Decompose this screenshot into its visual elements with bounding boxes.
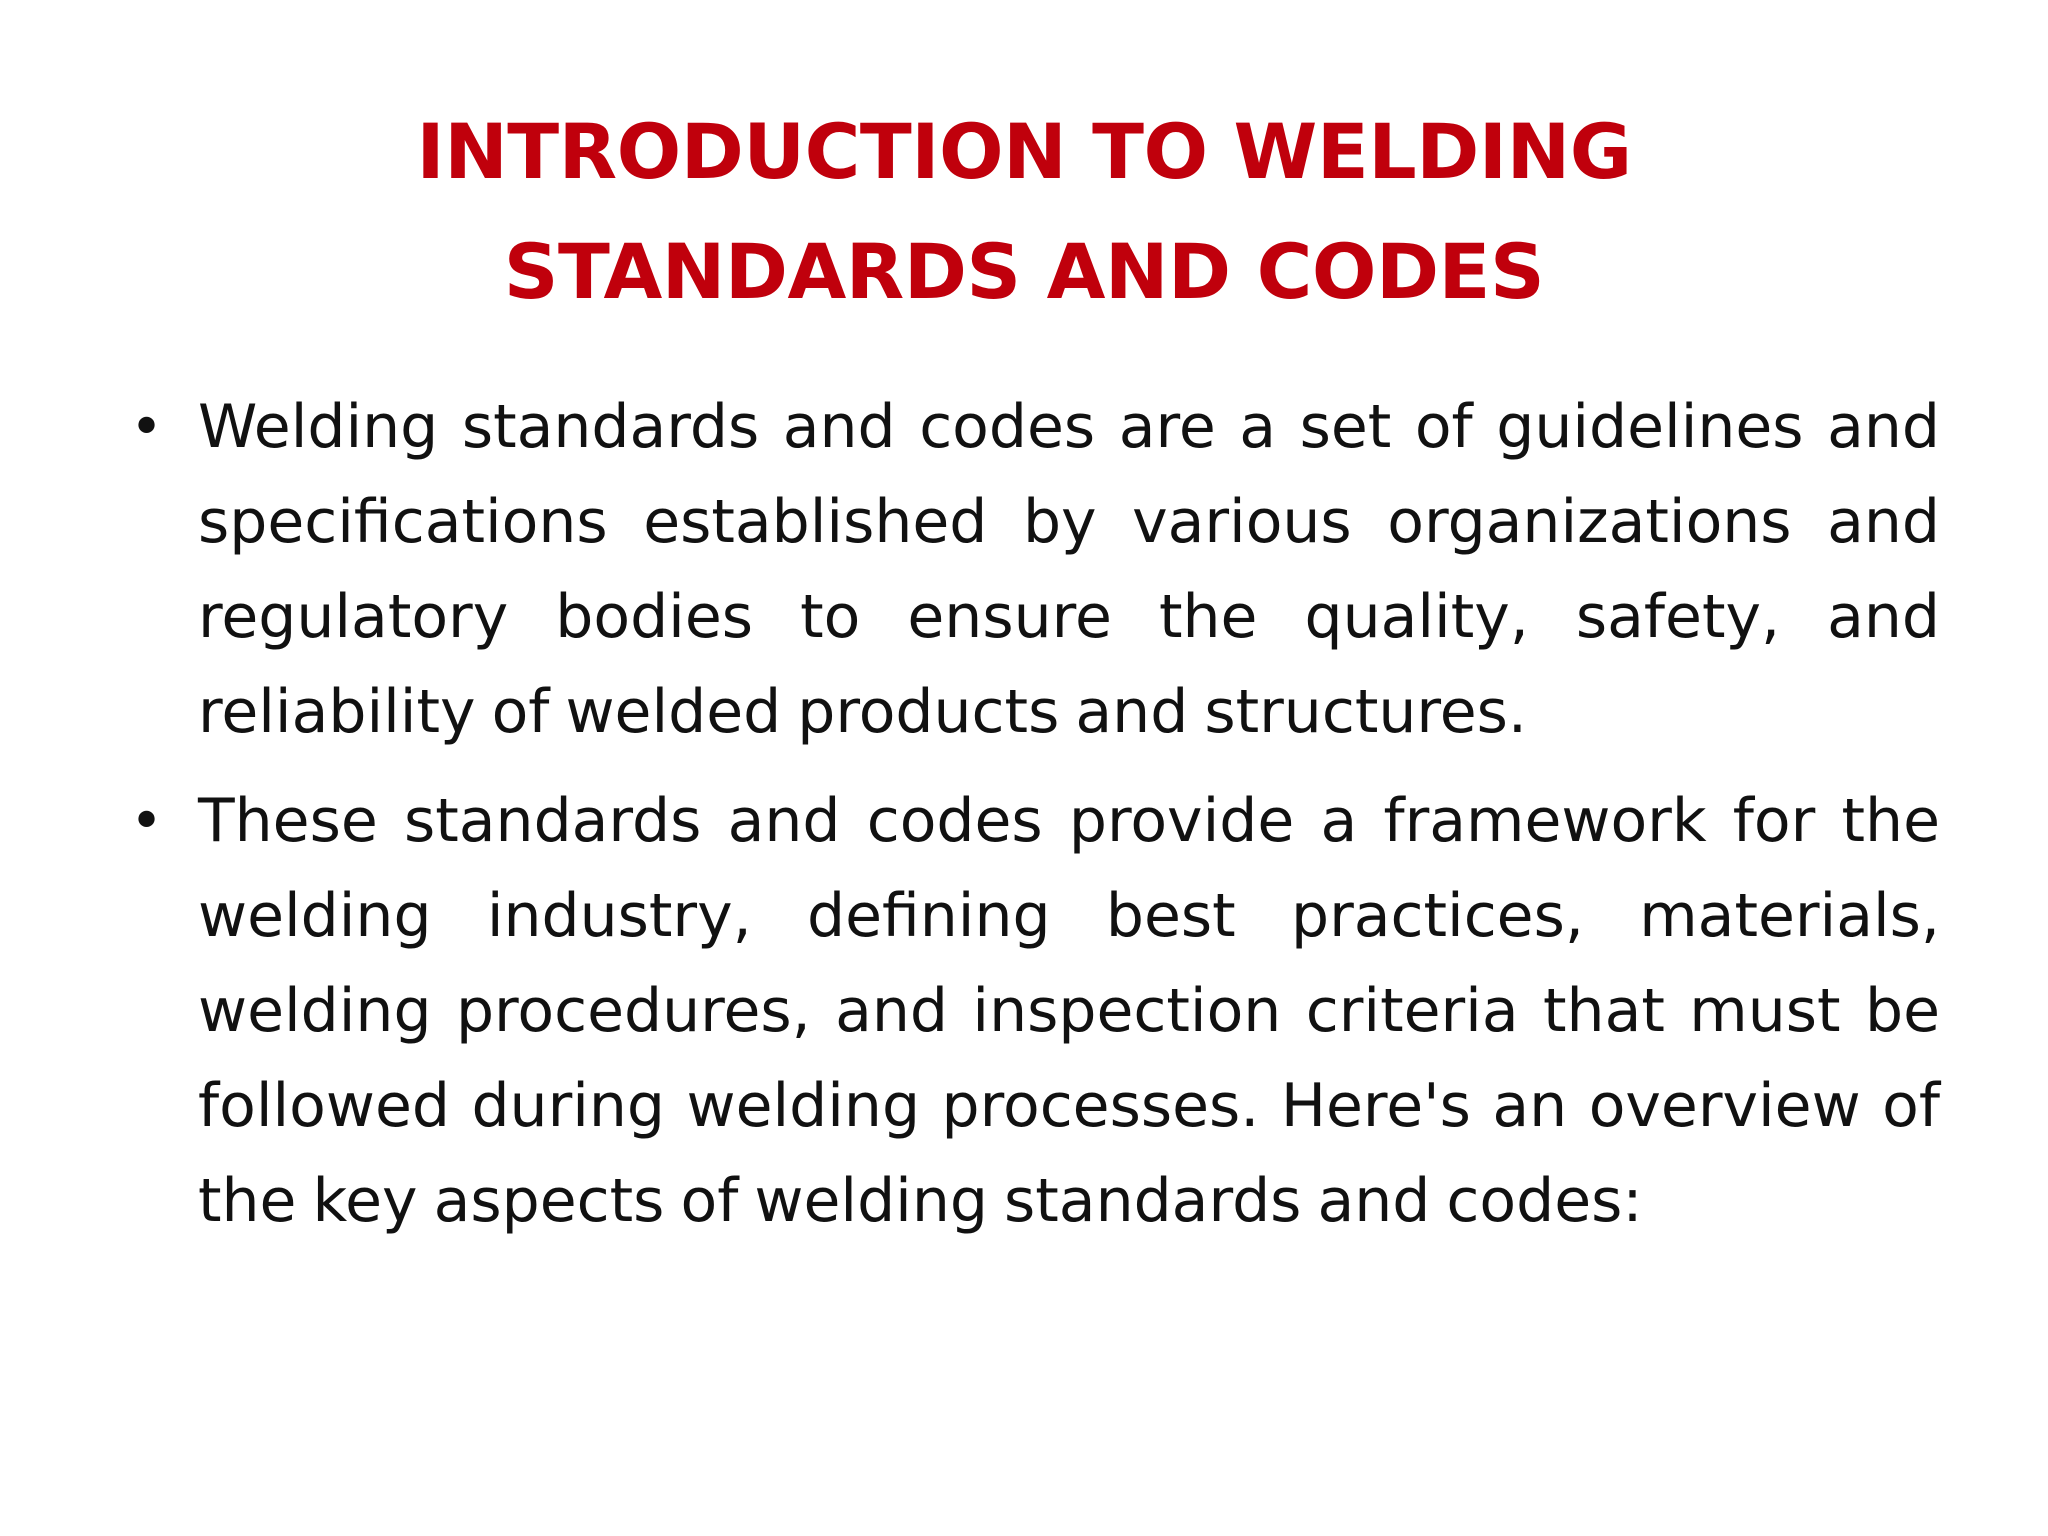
bullet-item [120,774,1940,1249]
slide-title [320,92,1728,332]
bullet-icon: • [130,395,164,460]
bullet-list [120,380,1940,1263]
title-line-1: INTRODUCTION TO WELDING [416,107,1632,196]
bullet-text: These standards and codes provide a framework for the welding industry, defining best practices, materials, welding procedures, and inspection criteria that must be followed during welding processes. Here's an overview of the key aspects of welding standards and codes: [198,786,1940,1236]
title-line-2: STANDARDS AND CODES [503,227,1545,316]
bullet-text: Welding standards and codes are a set of guidelines and specifications established by various organizations and regulatory bodies to ensure the quality, safety, and reliability of welded products and structures. [198,392,1940,747]
bullet-icon: • [130,789,164,854]
bullet-item [120,380,1940,760]
